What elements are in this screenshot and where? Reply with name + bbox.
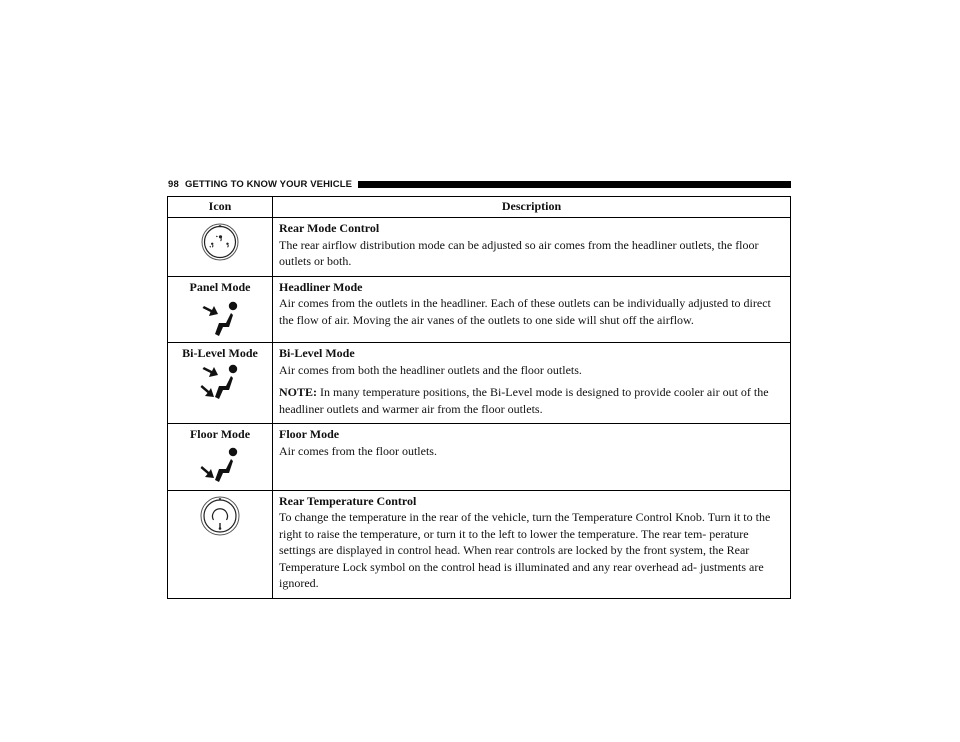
mode-label: Bi-Level Mode (182, 346, 258, 360)
panel-mode-icon (198, 296, 242, 340)
description-cell (273, 424, 791, 491)
icon-cell (168, 218, 273, 277)
column-header-icon: Icon (168, 197, 273, 218)
page-number: 98 (168, 178, 179, 190)
row-description: To change the temperature in the rear of the vehicle, turn the Temperature Control Knob. Turn it to the right to raise the temperature, or turn it to the left to lower the temperature. The rear tem- perature settings are displayed in control head. When rear controls are locked by the front system, the Rear Temperature Lock symbol on the control head is illuminated and any rear overhead ad- justments are ignored. (279, 510, 771, 590)
row-description: The rear airflow distribution mode can be adjusted so air comes from the headliner outlets, the floor outlets or both. (279, 237, 759, 268)
icon-cell (168, 490, 273, 598)
row-title: Headliner Mode (279, 279, 363, 294)
description-cell (273, 276, 791, 343)
table-header-row (168, 197, 791, 218)
bi-level-mode-icon (198, 363, 242, 407)
table-row (168, 343, 791, 424)
description-cell (273, 490, 791, 598)
note-label: NOTE: (279, 385, 318, 399)
section-title: GETTING TO KNOW YOUR VEHICLE (184, 178, 353, 190)
mode-label: Floor Mode (189, 427, 251, 441)
icon-cell (168, 276, 273, 343)
mode-label: Panel Mode (189, 279, 251, 294)
table-row (168, 490, 791, 598)
rear-temperature-control-knob-icon (199, 495, 241, 537)
row-title: Rear Temperature Control (279, 493, 417, 508)
table-row (168, 276, 791, 343)
icon-cell (168, 424, 273, 491)
table-row (168, 218, 791, 277)
row-title: Floor Mode (279, 427, 340, 441)
table-row (168, 424, 791, 491)
icon-cell (168, 343, 273, 424)
header-rule (358, 181, 791, 188)
rear-mode-control-knob-icon (200, 222, 240, 262)
note-text: In many temperature positions, the Bi-Level mode is designed to provide cooler air out of the headliner outlets and warmer air from the floor outlets. (279, 385, 769, 416)
column-header-description: Description (273, 197, 791, 218)
row-description: Air comes from both the headliner outlets and the floor outlets. (279, 362, 582, 377)
row-note (279, 384, 784, 417)
row-description: Air comes from the outlets in the headliner. Each of these outlets can be individually adjusted to direct the flow of air. Moving the air vanes of the outlets to one side will shut off the airflow. (279, 296, 771, 327)
floor-mode-icon (198, 444, 242, 488)
hvac-mode-table (167, 196, 791, 599)
row-title: Bi-Level Mode (279, 346, 355, 360)
description-cell (273, 218, 791, 277)
row-title: Rear Mode Control (279, 221, 380, 235)
page-header (168, 178, 791, 190)
description-cell (273, 343, 791, 424)
row-description: Air comes from the floor outlets. (279, 443, 437, 458)
